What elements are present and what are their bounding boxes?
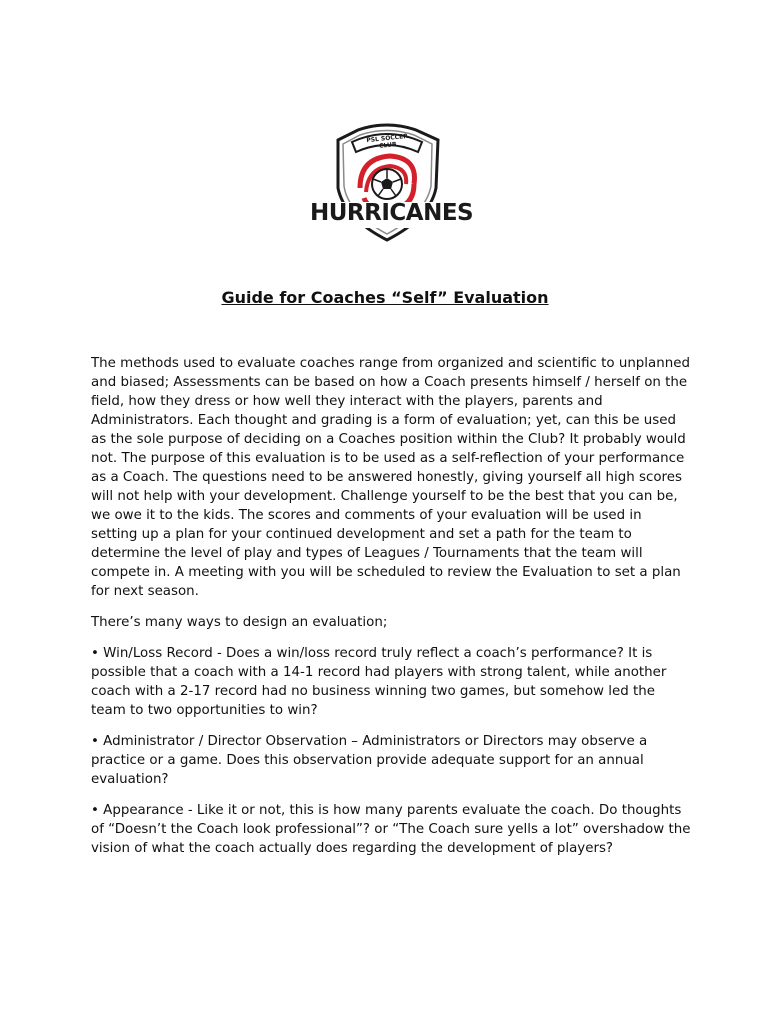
hurricanes-club-logo <box>310 118 474 243</box>
club-wordmark: HURRICANES <box>310 200 474 226</box>
page-title: Guide for Coaches “Self” Evaluation <box>221 288 549 307</box>
bullet-appearance: • Appearance - Like it or not, this is how many parents evaluate the coach. Do thoughts of “Doesn’t the Coach look professional”? or “The Coach sure yells a lot” overshadow the vision of what the coach actually does regarding the development of players? <box>91 803 691 856</box>
document-body <box>91 354 691 870</box>
bullet-win-loss-record: • Win/Loss Record - Does a win/loss record truly reflect a coach’s performance? It is possible that a coach with a 14-1 record had players with strong talent, while another coach with a 2-17 record had no business winning two games, but somehow led the team to two opportunities to win? <box>91 646 667 718</box>
bullet-director-observation: • Administrator / Director Observation – Administrators or Directors may observe a practice or a game. Does this observation provide adequate support for an annual evaluation? <box>91 734 648 787</box>
club-banner-text: PSL SOCCER CLUB <box>366 132 409 150</box>
intro-paragraph: The methods used to evaluate coaches range from organized and scientific to unplanned and biased; Assessments can be based on how a Coach presents himself / herself on the field, how they dress or how well they interact with the players, parents and Administrators. Each thought and grading is a form of evaluation; yet, can this be used as the sole purpose of deciding on a Coaches position within the Club? It probably would not. The purpose of this evaluation is to be used as a self-reflection of your performance as a Coach. The questions need to be answered honestly, giving yourself all high scores will not help with your development. Challenge yourself to be the best that you can be, we owe it to the kids. The scores and comments of your evaluation will be used in setting up a plan for your continued development and set a path for the team to determine the level of play and types of Leagues / Tournaments that the team will compete in. A meeting with you will be scheduled to review the Evaluation to set a plan for next season. <box>91 356 690 599</box>
evaluation-lead-in: There’s many ways to design an evaluation; <box>91 615 388 630</box>
